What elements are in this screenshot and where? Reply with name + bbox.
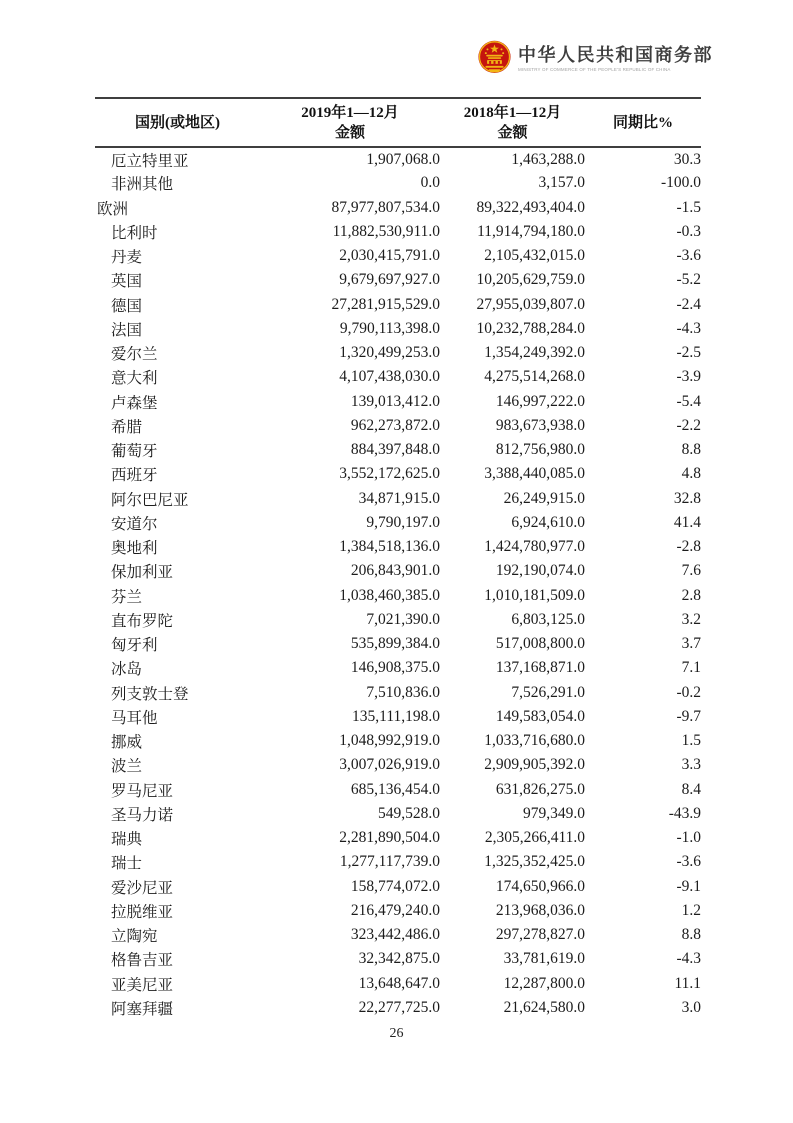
cell-yoy-percent: -5.2 — [676, 271, 701, 289]
ministry-text-block — [518, 39, 790, 76]
cell-amount-2018: 2,909,905,392.0 — [484, 756, 585, 774]
col-header-2018-period: 2018年1—12月 — [463, 104, 562, 121]
cell-country: 亚美尼亚 — [111, 976, 174, 994]
cell-yoy-percent: 30.3 — [673, 150, 701, 168]
table-row — [95, 220, 701, 244]
cell-yoy-percent: -43.9 — [668, 804, 701, 822]
table-row — [95, 147, 701, 171]
cell-amount-2019: 1,320,499,253.0 — [339, 344, 440, 362]
cell-amount-2019: 3,007,026,919.0 — [339, 756, 440, 774]
cell-yoy-percent: -0.3 — [676, 222, 701, 240]
cell-amount-2019: 1,048,992,919.0 — [339, 732, 440, 750]
cell-yoy-percent: -2.2 — [676, 416, 701, 434]
cell-country: 英国 — [111, 273, 143, 291]
cell-amount-2019: 11,882,530,911.0 — [332, 222, 440, 240]
cell-amount-2019: 206,843,901.0 — [350, 562, 440, 580]
cell-country: 丹麦 — [111, 249, 143, 267]
table-body — [95, 147, 701, 1020]
table-row — [95, 365, 701, 389]
table-row — [95, 341, 701, 365]
cell-yoy-percent: 11.1 — [674, 974, 701, 992]
cell-yoy-percent: -2.5 — [676, 344, 701, 362]
cell-amount-2018: 21,624,580.0 — [503, 998, 585, 1016]
cell-amount-2019: 535,899,384.0 — [350, 635, 440, 653]
cell-amount-2018: 812,756,980.0 — [495, 441, 585, 459]
cell-amount-2018: 3,388,440,085.0 — [484, 465, 585, 483]
cell-country: 西班牙 — [111, 467, 158, 485]
table-row — [95, 268, 701, 292]
cell-yoy-percent: -1.0 — [676, 829, 701, 847]
cell-amount-2018: 4,275,514,268.0 — [484, 368, 585, 386]
cell-amount-2018: 192,190,074.0 — [495, 562, 585, 580]
ministry-subtitle-en: MINISTRY OF COMMERCE OF THE PEOPLE'S REPUBLIC OF CHINA — [518, 67, 671, 73]
cell-yoy-percent: 3.3 — [681, 756, 701, 774]
table-row — [95, 802, 701, 826]
cell-yoy-percent: -100.0 — [660, 174, 701, 192]
cell-amount-2018: 6,924,610.0 — [511, 513, 585, 531]
cell-amount-2019: 135,111,198.0 — [352, 707, 440, 725]
cell-amount-2018: 146,997,222.0 — [495, 392, 585, 410]
cell-country: 卢森堡 — [111, 394, 158, 412]
cell-yoy-percent: 1.5 — [681, 732, 701, 750]
cell-amount-2019: 3,552,172,625.0 — [339, 465, 440, 483]
cell-yoy-percent: -3.6 — [676, 853, 701, 871]
table-row — [95, 681, 701, 705]
cell-country: 格鲁吉亚 — [111, 952, 174, 970]
cell-amount-2019: 27,281,915,529.0 — [331, 295, 440, 313]
table-row — [95, 972, 701, 996]
cell-yoy-percent: -0.2 — [676, 683, 701, 701]
table-row — [95, 487, 701, 511]
cell-yoy-percent: -5.4 — [676, 392, 701, 410]
col-header-yoy — [585, 98, 701, 147]
cell-yoy-percent: 7.6 — [681, 562, 701, 580]
table-row — [95, 390, 701, 414]
col-header-yoy-label: 同期比% — [612, 114, 673, 131]
table-row — [95, 899, 701, 923]
table-row — [95, 923, 701, 947]
cell-amount-2018: 27,955,039,807.0 — [476, 295, 585, 313]
cell-yoy-percent: 8.8 — [681, 926, 701, 944]
cell-country: 安道尔 — [111, 515, 158, 533]
cell-country: 瑞士 — [111, 855, 143, 873]
cell-amount-2018: 89,322,493,404.0 — [476, 198, 585, 216]
table-row — [95, 705, 701, 729]
table-row — [95, 729, 701, 753]
cell-amount-2018: 174,650,966.0 — [495, 877, 585, 895]
cell-amount-2018: 2,305,266,411.0 — [484, 829, 585, 847]
cell-country: 拉脱维亚 — [111, 903, 174, 921]
cell-amount-2019: 1,384,518,136.0 — [339, 538, 440, 556]
cell-amount-2018: 1,354,249,392.0 — [484, 344, 585, 362]
cell-country: 立陶宛 — [111, 928, 158, 946]
col-header-country — [95, 98, 260, 147]
cell-amount-2019: 7,510,836.0 — [366, 683, 440, 701]
cell-yoy-percent: 8.8 — [681, 441, 701, 459]
cell-amount-2018: 1,325,352,425.0 — [484, 853, 585, 871]
cell-country: 直布罗陀 — [111, 612, 174, 630]
table-row — [95, 414, 701, 438]
cell-country: 芬兰 — [111, 588, 143, 606]
cell-amount-2018: 2,105,432,015.0 — [484, 247, 585, 265]
col-header-2019 — [260, 98, 440, 147]
cell-amount-2019: 216,479,240.0 — [350, 901, 440, 919]
cell-yoy-percent: -4.3 — [676, 950, 701, 968]
cell-yoy-percent: 3.7 — [681, 635, 701, 653]
cell-country: 保加利亚 — [111, 564, 174, 582]
cell-country: 德国 — [111, 297, 143, 315]
table-row — [95, 171, 701, 195]
cell-amount-2019: 32,342,875.0 — [358, 950, 440, 968]
table-row — [95, 996, 701, 1020]
cell-country: 欧洲 — [97, 200, 129, 218]
cell-country: 意大利 — [111, 370, 158, 388]
cell-amount-2018: 213,968,036.0 — [495, 901, 585, 919]
cell-amount-2019: 685,136,454.0 — [350, 780, 440, 798]
cell-amount-2018: 26,249,915.0 — [503, 489, 585, 507]
cell-amount-2019: 34,871,915.0 — [358, 489, 440, 507]
table-row — [95, 850, 701, 874]
cell-amount-2019: 13,648,647.0 — [358, 974, 440, 992]
cell-amount-2019: 884,397,848.0 — [350, 441, 440, 459]
ministry-logo — [478, 39, 790, 78]
cell-amount-2018: 297,278,827.0 — [495, 926, 585, 944]
cell-amount-2019: 9,679,697,927.0 — [339, 271, 440, 289]
col-header-country-label: 国别(或地区) — [135, 114, 220, 131]
national-emblem-icon — [478, 39, 511, 78]
cell-country: 匈牙利 — [111, 637, 158, 655]
cell-amount-2019: 146,908,375.0 — [350, 659, 440, 677]
cell-yoy-percent: 32.8 — [673, 489, 701, 507]
cell-yoy-percent: -2.4 — [676, 295, 701, 313]
cell-amount-2019: 323,442,486.0 — [350, 926, 440, 944]
cell-amount-2018: 33,781,619.0 — [503, 950, 585, 968]
cell-country: 爱尔兰 — [111, 346, 158, 364]
cell-amount-2018: 6,803,125.0 — [511, 610, 585, 628]
cell-amount-2018: 3,157.0 — [538, 174, 585, 192]
col-header-2019-amount: 金额 — [334, 124, 365, 141]
cell-yoy-percent: -9.7 — [676, 707, 701, 725]
ministry-title: 中华人民共和国商务部 — [518, 45, 713, 65]
cell-country: 厄立特里亚 — [111, 152, 189, 170]
cell-amount-2019: 549,528.0 — [378, 804, 440, 822]
cell-country: 奥地利 — [111, 540, 158, 558]
cell-yoy-percent: -4.3 — [676, 319, 701, 337]
cell-amount-2019: 158,774,072.0 — [350, 877, 440, 895]
cell-country: 冰岛 — [111, 661, 143, 679]
col-header-2018-amount: 金额 — [497, 124, 528, 141]
cell-country: 列支敦士登 — [111, 685, 189, 703]
cell-amount-2019: 962,273,872.0 — [350, 416, 440, 434]
cell-amount-2018: 1,424,780,977.0 — [484, 538, 585, 556]
cell-amount-2018: 11,914,794,180.0 — [477, 222, 585, 240]
cell-amount-2019: 4,107,438,030.0 — [339, 368, 440, 386]
cell-yoy-percent: 7.1 — [681, 659, 701, 677]
table-row — [95, 317, 701, 341]
cell-amount-2018: 12,287,800.0 — [503, 974, 585, 992]
table-row — [95, 875, 701, 899]
cell-amount-2019: 22,277,725.0 — [358, 998, 440, 1016]
cell-yoy-percent: -3.6 — [676, 247, 701, 265]
table-row — [95, 753, 701, 777]
page-number: 26 — [389, 1026, 404, 1041]
cell-country: 波兰 — [111, 758, 143, 776]
cell-yoy-percent: 1.2 — [681, 901, 701, 919]
col-header-2018 — [440, 98, 585, 147]
cell-amount-2019: 1,907,068.0 — [366, 150, 440, 168]
cell-amount-2018: 979,349.0 — [523, 804, 585, 822]
cell-yoy-percent: 8.4 — [681, 780, 701, 798]
table-row — [95, 632, 701, 656]
cell-amount-2018: 7,526,291.0 — [511, 683, 585, 701]
table-row — [95, 511, 701, 535]
table-row — [95, 608, 701, 632]
cell-yoy-percent: -1.5 — [676, 198, 701, 216]
cell-amount-2019: 1,038,460,385.0 — [339, 586, 440, 604]
cell-amount-2018: 983,673,938.0 — [495, 416, 585, 434]
cell-amount-2019: 139,013,412.0 — [350, 392, 440, 410]
cell-yoy-percent: 41.4 — [673, 513, 701, 531]
cell-amount-2019: 9,790,113,398.0 — [339, 319, 440, 337]
cell-country: 非洲其他 — [111, 176, 174, 194]
cell-amount-2018: 149,583,054.0 — [495, 707, 585, 725]
cell-amount-2019: 2,030,415,791.0 — [339, 247, 440, 265]
table-header-row — [95, 98, 701, 147]
cell-amount-2018: 10,205,629,759.0 — [476, 271, 585, 289]
cell-amount-2019: 0.0 — [420, 174, 440, 192]
col-header-2019-period: 2019年1—12月 — [301, 104, 399, 121]
cell-amount-2018: 1,463,288.0 — [511, 150, 585, 168]
cell-country: 瑞典 — [111, 831, 143, 849]
cell-yoy-percent: 2.8 — [681, 586, 701, 604]
cell-country: 比利时 — [111, 224, 158, 242]
cell-yoy-percent: -9.1 — [676, 877, 701, 895]
cell-amount-2018: 517,008,800.0 — [495, 635, 585, 653]
cell-country: 阿塞拜疆 — [111, 1000, 174, 1018]
table-row — [95, 584, 701, 608]
cell-amount-2019: 1,277,117,739.0 — [339, 853, 440, 871]
table-row — [95, 462, 701, 486]
table-row — [95, 947, 701, 971]
table-row — [95, 438, 701, 462]
cell-amount-2018: 1,033,716,680.0 — [484, 732, 585, 750]
cell-amount-2018: 631,826,275.0 — [495, 780, 585, 798]
cell-country: 希腊 — [111, 418, 143, 436]
cell-country: 挪威 — [111, 734, 143, 752]
table-row — [95, 826, 701, 850]
cell-country: 法国 — [111, 321, 143, 339]
cell-amount-2019: 87,977,807,534.0 — [331, 198, 440, 216]
table-row — [95, 535, 701, 559]
table-row — [95, 196, 701, 220]
cell-amount-2018: 10,232,788,284.0 — [476, 319, 585, 337]
table-row — [95, 293, 701, 317]
cell-yoy-percent: -3.9 — [676, 368, 701, 386]
cell-amount-2018: 1,010,181,509.0 — [484, 586, 585, 604]
cell-amount-2019: 7,021,390.0 — [366, 610, 440, 628]
cell-country: 圣马力诺 — [111, 806, 174, 824]
cell-amount-2018: 137,168,871.0 — [495, 659, 585, 677]
trade-data-table — [95, 97, 701, 1020]
table-row — [95, 778, 701, 802]
table-row — [95, 559, 701, 583]
cell-country: 葡萄牙 — [111, 443, 158, 461]
cell-amount-2019: 2,281,890,504.0 — [339, 829, 440, 847]
cell-yoy-percent: 4.8 — [681, 465, 701, 483]
table-row — [95, 244, 701, 268]
cell-country: 阿尔巴尼亚 — [111, 491, 189, 509]
cell-country: 爱沙尼亚 — [111, 879, 174, 897]
cell-yoy-percent: -2.8 — [676, 538, 701, 556]
cell-yoy-percent: 3.0 — [681, 998, 701, 1016]
cell-amount-2019: 9,790,197.0 — [366, 513, 440, 531]
cell-country: 马耳他 — [111, 709, 158, 727]
table-row — [95, 656, 701, 680]
table-header — [95, 98, 701, 147]
cell-yoy-percent: 3.2 — [681, 610, 701, 628]
cell-country: 罗马尼亚 — [111, 782, 174, 800]
